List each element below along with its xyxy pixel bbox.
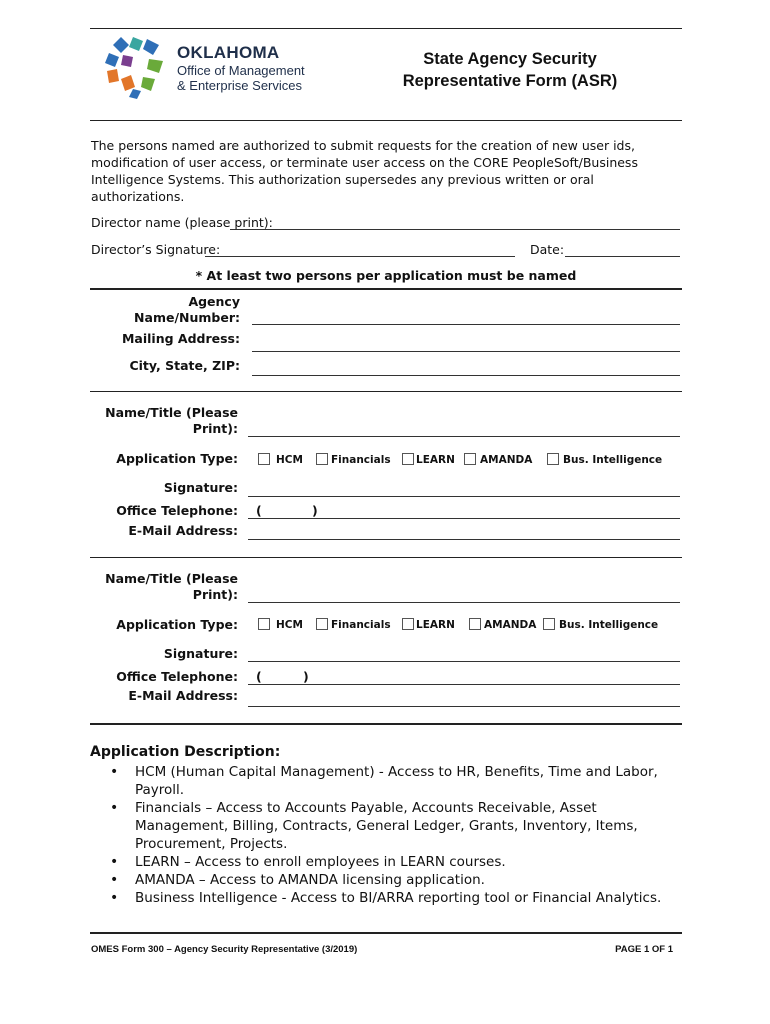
person2-phone-close: ) <box>303 669 309 684</box>
title-line-1: State Agency Security <box>423 50 597 68</box>
person1-signature-label: Signature: <box>163 480 238 495</box>
person2-app-type-label: Application Type: <box>116 617 238 632</box>
person1-section-rule <box>90 557 682 558</box>
person2-signature-label: Signature: <box>163 646 238 661</box>
director-name-label: Director name (please print): <box>91 215 273 230</box>
footer-rule <box>90 932 682 934</box>
person1-bi-checkbox[interactable] <box>547 453 559 465</box>
person2-name-label-line-2: Print): <box>192 587 238 602</box>
person2-email-field[interactable] <box>248 706 680 707</box>
person2-name-field[interactable] <box>248 602 680 603</box>
mailing-address-field[interactable] <box>252 351 680 352</box>
person1-financials-label: Financials <box>331 454 391 466</box>
description-item-amanda: • AMANDA – Access to AMANDA licensing application. <box>135 871 690 889</box>
description-item-financials: • Financials – Access to Accounts Payable, Accounts Receivable, Asset Management, Billing, Contracts, General Ledger, Grants, Inventory, Items, Procurement, Projects. <box>135 799 690 853</box>
header-top-rule <box>90 28 682 29</box>
person1-phone-close: ) <box>312 503 318 518</box>
person1-name-label <box>78 405 238 437</box>
description-item-hcm: • HCM (Human Capital Management) - Access to HR, Benefits, Time and Labor, Payroll. <box>135 763 690 799</box>
date-field[interactable] <box>565 256 680 257</box>
page-title <box>380 48 640 92</box>
logo-services-text: & Enterprise Services <box>177 78 302 93</box>
agency-name-label <box>80 294 240 326</box>
agency-name-field[interactable] <box>252 324 680 325</box>
intro-paragraph: The persons named are authorized to submit requests for the creation of new user ids, modification of user access, or terminate user access on the CORE PeopleSoft/Business Intelligence Systems. This authorization supersedes any previous written or oral authorizations. <box>91 138 638 204</box>
person1-bi-label: Bus. Intelligence <box>563 454 663 466</box>
person1-phone-field[interactable] <box>248 518 680 519</box>
person2-email-label: E-Mail Address: <box>128 688 238 703</box>
person2-hcm-checkbox[interactable] <box>258 618 270 630</box>
person2-bi-checkbox[interactable] <box>543 618 555 630</box>
footer-form-id: OMES Form 300 – Agency Security Representative (3/2019) <box>91 944 358 955</box>
mailing-address-label: Mailing Address: <box>121 331 240 346</box>
person1-learn-label: LEARN <box>416 454 455 466</box>
title-line-2: Representative Form (ASR) <box>402 72 618 90</box>
person2-learn-checkbox[interactable] <box>402 618 414 630</box>
person2-phone-label: Office Telephone: <box>116 669 238 684</box>
logo-office-text: Office of Management <box>177 63 305 78</box>
person1-name-field[interactable] <box>248 436 680 437</box>
oklahoma-logo-icon <box>103 35 169 99</box>
two-persons-note: * At least two persons per application must be named <box>195 268 577 283</box>
person2-financials-label: Financials <box>331 619 391 631</box>
person1-phone-label: Office Telephone: <box>116 503 238 518</box>
person2-financials-checkbox[interactable] <box>316 618 328 630</box>
header-bottom-rule <box>90 120 682 121</box>
person1-email-label: E-Mail Address: <box>128 523 238 538</box>
person1-learn-checkbox[interactable] <box>402 453 414 465</box>
person2-hcm-label: HCM <box>276 619 303 631</box>
omes-logo <box>103 35 333 99</box>
note-rule <box>90 288 682 290</box>
description-item-bi: • Business Intelligence - Access to BI/ARRA reporting tool or Financial Analytics. <box>135 889 690 907</box>
footer-page-number: PAGE 1 OF 1 <box>615 944 673 955</box>
person1-name-label-line-2: Print): <box>192 421 238 436</box>
person2-learn-label: LEARN <box>416 619 455 631</box>
description-list <box>90 763 690 907</box>
director-signature-field[interactable] <box>205 256 515 257</box>
person2-name-label-line-1: Name/Title (Please <box>105 571 238 586</box>
person1-email-field[interactable] <box>248 539 680 540</box>
person1-signature-field[interactable] <box>248 496 680 497</box>
person1-app-type-label: Application Type: <box>116 451 238 466</box>
agency-label-line-2: Name/Number: <box>134 310 240 325</box>
person1-hcm-checkbox[interactable] <box>258 453 270 465</box>
person2-name-label <box>78 571 238 603</box>
person1-financials-checkbox[interactable] <box>316 453 328 465</box>
person2-phone-open: ( <box>256 669 262 684</box>
person2-signature-field[interactable] <box>248 661 680 662</box>
person2-phone-field[interactable] <box>248 684 680 685</box>
person2-section-rule <box>90 723 682 725</box>
date-label: Date: <box>530 242 565 257</box>
person1-hcm-label: HCM <box>276 454 303 466</box>
logo-oklahoma-text: OKLAHOMA <box>177 43 280 62</box>
person2-amanda-checkbox[interactable] <box>469 618 481 630</box>
city-state-zip-field[interactable] <box>252 375 680 376</box>
agency-section-rule <box>90 391 682 392</box>
person1-name-label-line-1: Name/Title (Please <box>105 405 238 420</box>
application-description <box>90 743 690 907</box>
person2-amanda-label: AMANDA <box>484 619 537 631</box>
person1-amanda-checkbox[interactable] <box>464 453 476 465</box>
person1-phone-open: ( <box>256 503 262 518</box>
person1-amanda-label: AMANDA <box>480 454 533 466</box>
person2-bi-label: Bus. Intelligence <box>559 619 659 631</box>
agency-label-line-1: Agency <box>188 294 240 309</box>
director-signature-label: Director’s Signature: <box>91 242 221 257</box>
description-item-learn: • LEARN – Access to enroll employees in LEARN courses. <box>135 853 690 871</box>
city-state-zip-label: City, State, ZIP: <box>129 358 240 373</box>
description-heading: Application Description: <box>90 744 281 760</box>
director-name-field[interactable] <box>230 229 680 230</box>
